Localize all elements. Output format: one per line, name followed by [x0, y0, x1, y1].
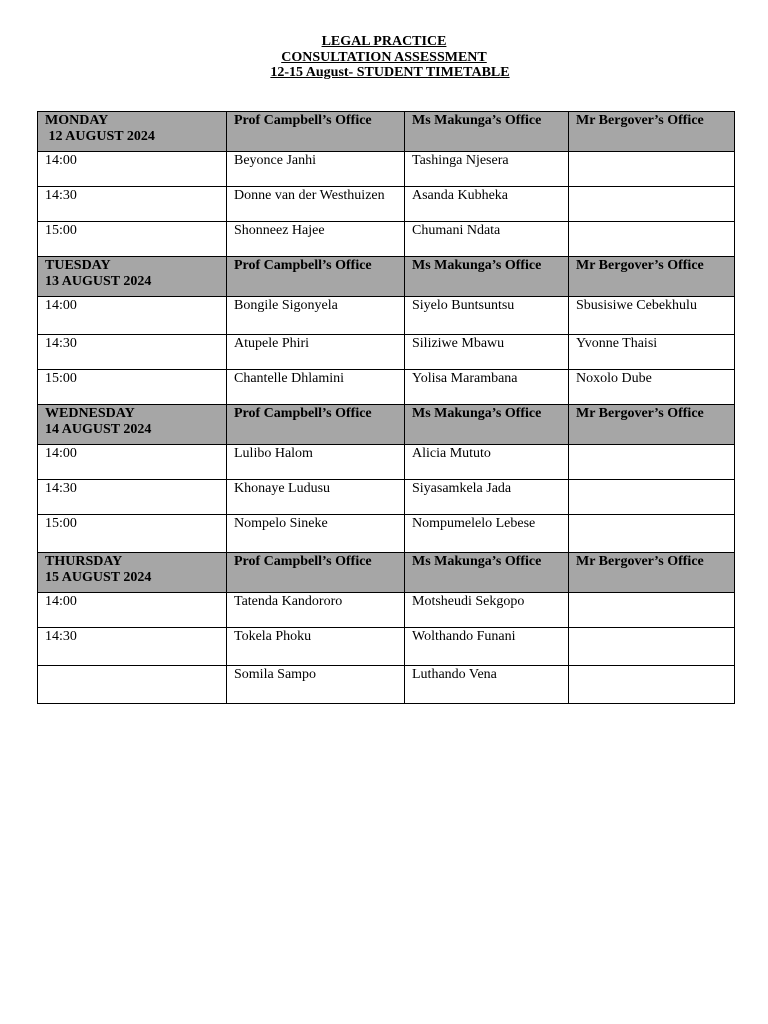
day-name: MONDAY: [45, 113, 109, 128]
student-cell: [569, 152, 735, 187]
student-cell: Sbusisiwe Cebekhulu: [569, 297, 735, 335]
student-cell: Luthando Vena: [405, 666, 569, 704]
student-cell: Beyonce Janhi: [227, 152, 405, 187]
day-name: THURSDAY: [45, 554, 123, 569]
table-row: [38, 152, 735, 187]
office-header: Prof Campbell’s Office: [227, 112, 405, 152]
day-name: TUESDAY: [45, 258, 111, 273]
time-cell: 14:30: [38, 628, 227, 666]
student-cell: [569, 666, 735, 704]
student-cell: Noxolo Dube: [569, 370, 735, 405]
student-cell: Somila Sampo: [227, 666, 405, 704]
time-cell: 14:00: [38, 152, 227, 187]
day-name: WEDNESDAY: [45, 406, 135, 421]
day-date: 15 AUGUST 2024: [45, 569, 152, 585]
time-cell: 14:00: [38, 445, 227, 480]
student-cell: Siyelo Buntsuntsu: [405, 297, 569, 335]
student-cell: Chumani Ndata: [405, 222, 569, 257]
day-header-row: [38, 112, 735, 152]
student-cell: [569, 480, 735, 515]
office-header: Mr Bergover’s Office: [569, 553, 735, 593]
student-cell: Siliziwe Mbawu: [405, 335, 569, 370]
day-date: 12 AUGUST 2024: [45, 128, 155, 144]
student-cell: Yolisa Marambana: [405, 370, 569, 405]
table-row: [38, 628, 735, 666]
student-cell: Motsheudi Sekgopo: [405, 593, 569, 628]
student-cell: Siyasamkela Jada: [405, 480, 569, 515]
student-cell: Wolthando Funani: [405, 628, 569, 666]
office-header: Mr Bergover’s Office: [569, 112, 735, 152]
office-header: Mr Bergover’s Office: [569, 257, 735, 297]
table-row: [38, 222, 735, 257]
title-line-3: 12-15 August- STUDENT TIMETABLE: [270, 65, 510, 80]
student-cell: [569, 222, 735, 257]
student-cell: [569, 515, 735, 553]
student-cell: Atupele Phiri: [227, 335, 405, 370]
student-cell: Khonaye Ludusu: [227, 480, 405, 515]
title-line-1: LEGAL PRACTICE: [321, 34, 447, 49]
student-cell: Yvonne Thaisi: [569, 335, 735, 370]
timetable: [37, 111, 735, 704]
student-cell: [569, 593, 735, 628]
student-cell: [569, 628, 735, 666]
student-cell: Tatenda Kandororo: [227, 593, 405, 628]
table-row: [38, 297, 735, 335]
time-cell: 15:00: [38, 515, 227, 553]
day-cell: [38, 112, 227, 152]
day-header-row: [38, 405, 735, 445]
time-cell: 15:00: [38, 370, 227, 405]
office-header: Ms Makunga’s Office: [405, 405, 569, 445]
student-cell: Bongile Sigonyela: [227, 297, 405, 335]
table-row: [38, 593, 735, 628]
office-header: Prof Campbell’s Office: [227, 405, 405, 445]
student-cell: Shonneez Hajee: [227, 222, 405, 257]
day-header-row: [38, 553, 735, 593]
table-row: [38, 515, 735, 553]
time-cell: 15:00: [38, 222, 227, 257]
title-line-2: CONSULTATION ASSESSMENT: [281, 49, 487, 65]
time-cell: 14:30: [38, 335, 227, 370]
time-cell: 14:30: [38, 187, 227, 222]
table-row: [38, 666, 735, 704]
office-header: Ms Makunga’s Office: [405, 257, 569, 297]
student-cell: Donne van der Westhuizen: [227, 187, 405, 222]
table-row: [38, 335, 735, 370]
time-cell: [38, 666, 227, 704]
office-header: Prof Campbell’s Office: [227, 257, 405, 297]
document-title: [0, 34, 768, 81]
time-cell: 14:30: [38, 480, 227, 515]
student-cell: Tokela Phoku: [227, 628, 405, 666]
office-header: Prof Campbell’s Office: [227, 553, 405, 593]
day-date: 13 AUGUST 2024: [45, 273, 152, 289]
student-cell: Nompumelelo Lebese: [405, 515, 569, 553]
student-cell: [569, 445, 735, 480]
student-cell: Tashinga Njesera: [405, 152, 569, 187]
table-row: [38, 445, 735, 480]
day-cell: [38, 553, 227, 593]
day-cell: [38, 405, 227, 445]
student-cell: Alicia Mututo: [405, 445, 569, 480]
table-row: [38, 480, 735, 515]
student-cell: Lulibo Halom: [227, 445, 405, 480]
table-row: [38, 187, 735, 222]
day-header-row: [38, 257, 735, 297]
office-header: Mr Bergover’s Office: [569, 405, 735, 445]
student-cell: [569, 187, 735, 222]
office-header: Ms Makunga’s Office: [405, 553, 569, 593]
student-cell: Nompelo Sineke: [227, 515, 405, 553]
time-cell: 14:00: [38, 593, 227, 628]
student-cell: Chantelle Dhlamini: [227, 370, 405, 405]
day-cell: [38, 257, 227, 297]
office-header: Ms Makunga’s Office: [405, 112, 569, 152]
table-row: [38, 370, 735, 405]
student-cell: Asanda Kubheka: [405, 187, 569, 222]
day-date: 14 AUGUST 2024: [45, 421, 152, 437]
time-cell: 14:00: [38, 297, 227, 335]
